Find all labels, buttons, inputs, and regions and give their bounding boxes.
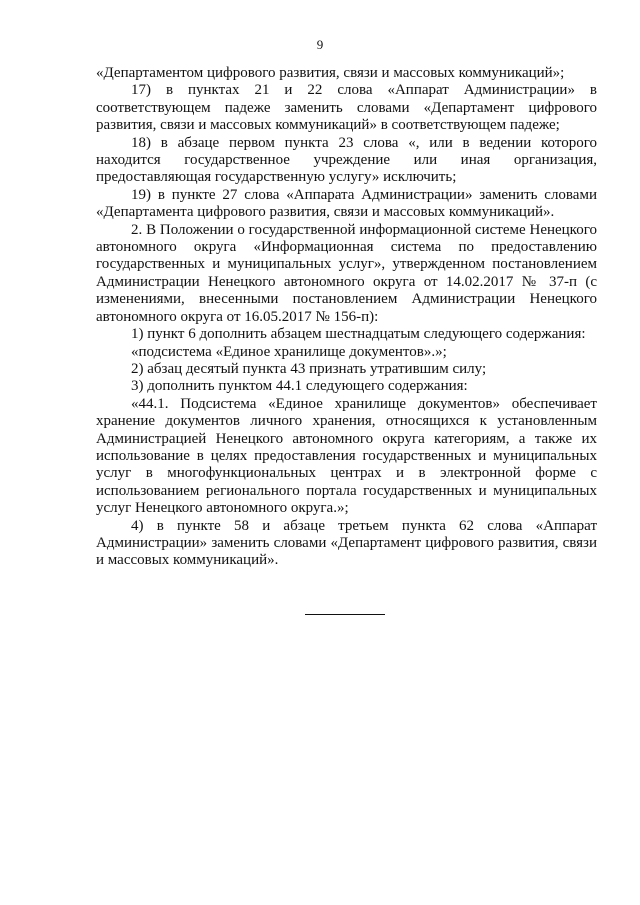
page-number: 9 — [316, 37, 324, 52]
paragraph-item-17: 17) в пунктах 21 и 22 слова «Аппарат Администрации» в соответствующем падеже заменить словами «Департамент цифрового развития, связи и массовых коммуникаций» в соответствующем падеже; — [96, 82, 597, 134]
paragraph-section-2: 2. В Положении о государственной информационной системе Ненецкого автономного округа «Информационная система по предоставлению государственных и муниципальных услуг», утвержденном постановлением Администрации Ненецкого автономного округа от 14.02.2017 № 37-п (с изменениями, внесенными постановлением Администрации Ненецкого автономного округа от 16.05.2017 № 156-п): — [96, 221, 597, 325]
paragraph-subitem-4: 4) в пункте 58 и абзаце третьем пункта 62 слова «Аппарат Администрации» заменить словами «Департамент цифрового развития, связи и массовых коммуникаций». — [96, 517, 597, 569]
paragraph-subitem-2: 2) абзац десятый пункта 43 признать утратившим силу; — [131, 360, 487, 377]
paragraph-item-18: 18) в абзаце первом пункта 23 слова «, или в ведении которого находится государственное учреждение или иная организация, предоставляющая государственную услугу» исключить; — [96, 134, 597, 186]
document-body — [96, 65, 597, 570]
paragraph-subitem-3: 3) дополнить пунктом 44.1 следующего содержания: — [131, 378, 468, 395]
end-separator-line — [305, 614, 385, 615]
paragraph-item-19: 19) в пункте 27 слова «Аппарата Администрации» заменить словами «Департамента цифрового развития, связи и массовых коммуникаций». — [96, 186, 597, 221]
paragraph-quote-subsystem: «подсистема «Единое хранилище документов».»; — [131, 343, 447, 360]
paragraph-subitem-1: 1) пункт 6 дополнить абзацем шестнадцатым следующего содержания: — [131, 326, 586, 343]
paragraph-continuation: «Департаментом цифрового развития, связи и массовых коммуникаций»; — [96, 65, 565, 81]
paragraph-quote-44-1: «44.1. Подсистема «Единое хранилище документов» обеспечивает хранение документов личного хранения, относящихся к установленным Администрацией Ненецкого автономного округа категориям, а также их использование в целях предоставления государственных и муниципальных услуг в многофункциональных центрах и в электронной форме с использованием регионального портала государственных и муниципальных услуг Ненецкого автономного округа.»; — [96, 395, 597, 517]
